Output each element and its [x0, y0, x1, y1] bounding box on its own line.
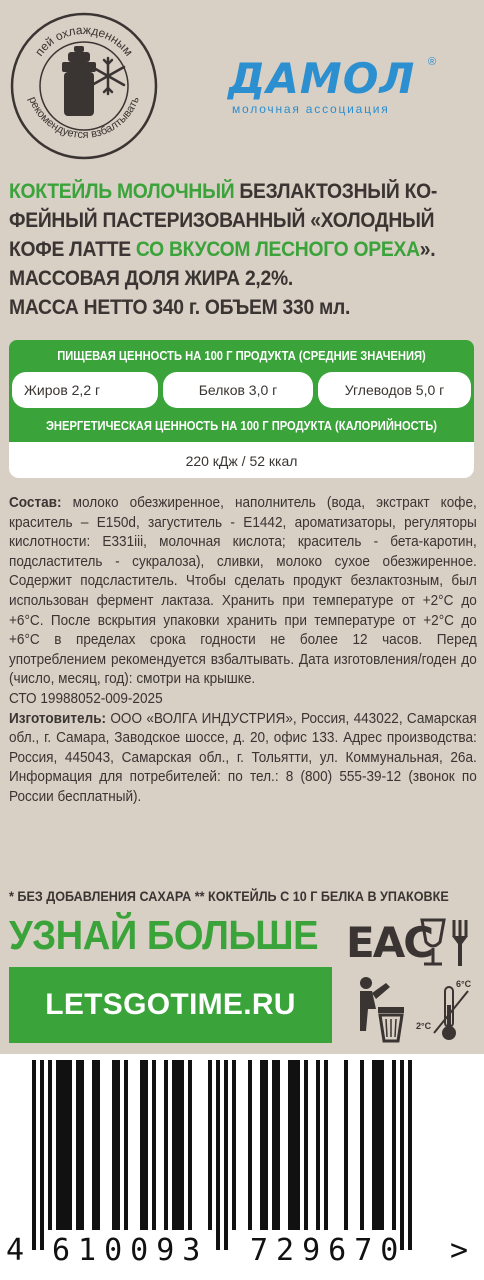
title-line3-end: ».: [419, 238, 436, 261]
title-line1-rest: БЕЗЛАКТОЗНЫЙ КО-: [234, 180, 438, 203]
barcode-bar: [56, 1060, 60, 1230]
barcode-bar: [140, 1060, 144, 1230]
standard-code: СТО 19988052-009-2025: [9, 690, 163, 707]
nutrition-header: [9, 340, 474, 372]
barcode-bar: [96, 1060, 100, 1230]
barcode-bar: [180, 1060, 184, 1230]
carbs-cell: Углеводов 5,0 г: [318, 372, 471, 408]
barcode-first-digit: 4: [6, 1233, 25, 1268]
barcode-bar: [112, 1060, 116, 1230]
barcode-bar: [360, 1060, 364, 1230]
barcode-bar: [400, 1060, 404, 1250]
barcode-bar: [248, 1060, 252, 1230]
protein-cell: Белков 3,0 г: [163, 372, 313, 408]
barcode-bar: [124, 1060, 128, 1230]
barcode-bar: [372, 1060, 376, 1230]
eac-mark-icon: ЕАС: [346, 918, 433, 967]
manufacturer-text: ООО «ВОЛГА ИНДУСТРИЯ», Россия, 443022, Самарская обл., г. Самара, Заводское шоссе, д. 20, офис 133. Адрес производства: Россия, 445043, Самарская обл., г. Тольятти, ул. Коммунальная, 26а. Информация для потребителей: по тел.: 8 (800) 555-39-12 (звонок по России бесплатный).: [9, 710, 477, 805]
barcode-bar: [276, 1060, 280, 1230]
fat-content: МАССОВАЯ ДОЛЯ ЖИРА 2,2%.: [9, 267, 293, 290]
barcode-bar: [48, 1060, 52, 1230]
barcode-bar: [80, 1060, 84, 1230]
barcode-bar: [272, 1060, 276, 1230]
footnotes: * БЕЗ ДОБАВЛЕНИЯ САХАРА ** КОКТЕЙЛЬ С 10 Г БЕЛКА В УПАКОВКЕ: [9, 888, 449, 904]
barcode-group-right: 729670: [250, 1233, 407, 1268]
manufacturer-label: Изготовитель:: [9, 710, 107, 727]
barcode-bar: [344, 1060, 348, 1230]
barcode-bar: [408, 1060, 412, 1250]
barcode-bar: [92, 1060, 96, 1230]
barcode-bar: [76, 1060, 80, 1230]
barcode-bar: [292, 1060, 296, 1230]
barcode-bar: [316, 1060, 320, 1230]
serving-seal: [8, 10, 160, 162]
barcode-bar: [60, 1060, 64, 1230]
net-weight: МАССА НЕТТО 340 г. ОБЪЕМ 330 мл.: [9, 296, 351, 319]
barcode-bar: [324, 1060, 328, 1230]
energy-header-text: ЭНЕРГЕТИЧЕСКАЯ ЦЕННОСТЬ НА 100 Г ПРОДУКТА (КАЛОРИЙНОСТЬ): [45, 418, 438, 433]
title-line3-green: СО ВКУСОМ ЛЕСНОГО ОРЕХА: [135, 238, 420, 261]
barcode-bar: [64, 1060, 68, 1230]
barcode-bar: [224, 1060, 228, 1250]
barcode-bar: [288, 1060, 292, 1230]
snowflake-icon: [92, 58, 124, 94]
barcode-bar: [260, 1060, 264, 1230]
barcode-bar: [144, 1060, 148, 1230]
logo-registered-mark: ®: [428, 56, 437, 68]
barcode-bar: [172, 1060, 176, 1230]
product-title: [9, 177, 441, 322]
storage-temperature-icon: [412, 975, 478, 1045]
barcode-bar: [376, 1060, 380, 1230]
barcode-bar: [188, 1060, 192, 1230]
barcode-bar: [152, 1060, 156, 1230]
composition-paragraph: [9, 494, 477, 690]
barcode-bar: [32, 1060, 36, 1250]
seal-top-text: пей охлажденным: [32, 22, 136, 59]
barcode-bar: [232, 1060, 236, 1230]
barcode-bar: [216, 1060, 220, 1250]
learn-more-heading: УЗНАЙ БОЛЬШЕ: [9, 912, 319, 958]
barcode-bar: [164, 1060, 168, 1230]
temp-high-label: 6°C: [456, 979, 472, 989]
nutrition-header-text: ПИЩЕВАЯ ЦЕННОСТЬ НА 100 Г ПРОДУКТА (СРЕДНИЕ ЗНАЧЕНИЯ): [57, 348, 426, 363]
barcode-bar: [380, 1060, 384, 1230]
title-line2: ФЕЙНЫЙ ПАСТЕРИЗОВАННЫЙ «ХОЛОДНЫЙ: [9, 209, 435, 232]
composition-text: молоко обезжиренное, наполнитель (вода, экстракт кофе, краситель – Е150d, загуститель - Е1442, ароматизаторы, регуляторы кислотности: Е331iii, молочная кислота; краситель - бета-каротин, подсластитель - сукралоза), сливки, молоко сухое обезжиренное. Содержит подсластитель. Чтобы сделать продукт безлактозным, был использован фермент лактаза. Хранить при температуре от +2°С до +6°С. После вскрытия упаковки хранить при температуре от +2°С до +6°С в пределах срока годности не более 12 часов. Перед употреблением рекомендуется взбалтывать. Дата изготовления/годен до (число, месяц, год): смотри на крышке.: [9, 495, 477, 688]
shaker-icon: [62, 46, 96, 116]
energy-header: [9, 410, 474, 442]
barcode-bar: [40, 1060, 44, 1250]
barcode-bar: [116, 1060, 120, 1230]
seal-bottom-text: рекомендуется взбалтывать: [26, 95, 142, 142]
energy-value: 220 кДж / 52 ккал: [9, 442, 474, 478]
trash-bin-icon: [348, 975, 410, 1045]
ean-barcode: [0, 1054, 484, 1280]
nutrition-values-row: [9, 372, 474, 414]
composition-label: Состав:: [9, 495, 62, 511]
barcode-group-left: 610093: [52, 1233, 209, 1268]
food-contact-icon: [418, 916, 476, 970]
barcode-bar: [264, 1060, 268, 1230]
composition-block: [9, 494, 477, 808]
barcode-bar: [392, 1060, 396, 1230]
barcode-bar: [296, 1060, 300, 1230]
damol-logo: [228, 52, 448, 122]
logo-word: ДАМОЛ: [228, 54, 416, 103]
website-text: LETSGOTIME.RU: [45, 988, 296, 1021]
temp-low-label: 2°C: [416, 1021, 432, 1031]
website-button[interactable]: [9, 967, 332, 1043]
nutrition-table: [9, 340, 474, 478]
manufacturer-paragraph: [9, 710, 477, 808]
title-line1-green: КОКТЕЙЛЬ МОЛОЧНЫЙ: [9, 180, 235, 203]
barcode-bar: [176, 1060, 180, 1230]
barcode-bar: [208, 1060, 212, 1230]
title-line3-start: КОФЕ ЛАТТЕ: [9, 238, 136, 261]
fat-cell: Жиров 2,2 г: [12, 372, 158, 408]
barcode-end-mark: >: [450, 1233, 469, 1268]
barcode-bar: [304, 1060, 308, 1230]
logo-subtitle: молочная ассоциация: [232, 102, 390, 116]
barcode-bar: [68, 1060, 72, 1230]
